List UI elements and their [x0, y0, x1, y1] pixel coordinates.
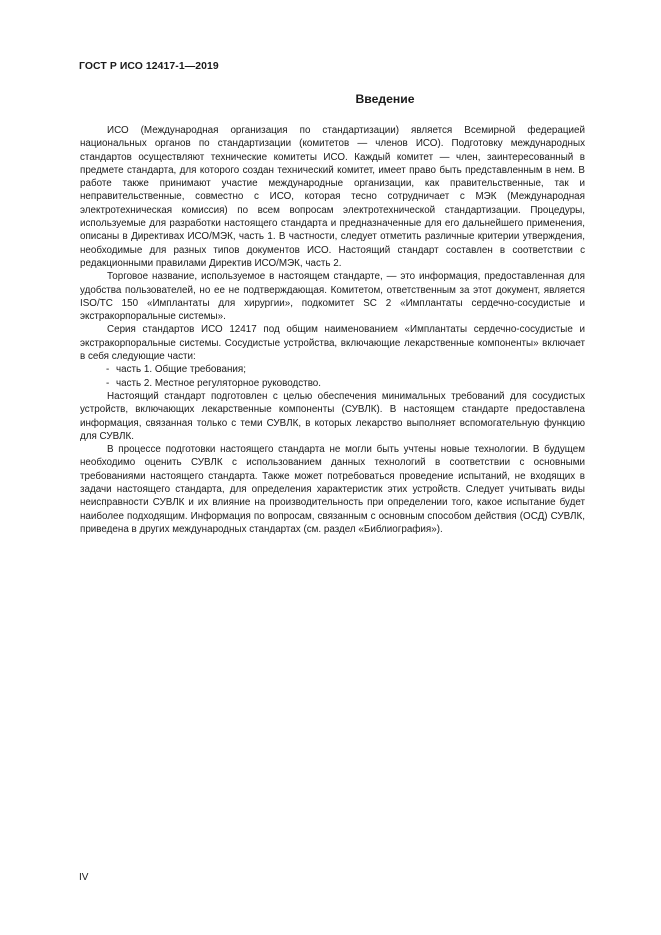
paragraph-trade-name: Торговое название, используемое в настоящем стандарте, — это информация, предоставленная для удобства пользователей, но ее не подтверждающая. Комитетом, ответственным за этот документ, является ISO/TC 150 «Имплантаты для хирургии», подкомитет SC 2 «Имплантаты сердечно-сосудистые и экстракорпоральные системы».	[80, 271, 585, 323]
paragraph-purpose: Настоящий стандарт подготовлен с целью обеспечения минимальных требований для сосудистых устройств, включающих лекарственные компоненты (СУВЛК). В настоящем стандарте предоставлена информация, связанная только с теми СУВЛК, в которых лекарство выполняет вспомогательную функцию для СУВЛК.	[80, 390, 585, 442]
list-item-text: часть 2. Местное регуляторное руководство.	[116, 377, 322, 389]
paragraph-series: Серия стандартов ИСО 12417 под общим наименованием «Имплантаты сердечно-сосудистые и экстракорпоральные системы. Сосудистые устройства, включающие лекарственные компоненты» включает в себя следующие части:	[80, 324, 585, 363]
paragraph-new-technologies: В процессе подготовки настоящего стандарта не могли быть учтены новые технологии. В будущем необходимо оценить СУВЛК с использованием данных технологий в соответствии с основными требованиями настоящего стандарта. Также может потребоваться проведение испытаний, не входящих в задачи настоящего стандарта, для определения характеристик этих устройств. Следует учитывать виды неисправности СУВЛК и их влияние на производительность при определении того, какое испытание будет наиболее подходящим. Информация по вопросам, связанным с основным способом действия (ОСД) СУВЛК, приведена в других международных стандартах (см. раздел «Библиография»).	[80, 444, 585, 535]
list-dash: -	[106, 364, 110, 376]
page-number: IV	[79, 872, 89, 883]
section-title: Введение	[355, 92, 415, 106]
list-item	[80, 363, 585, 376]
list-dash: -	[106, 377, 110, 389]
paragraph-iso-intro: ИСО (Международная организация по стандартизации) является Всемирной федерацией национальных органов по стандартизации (комитетов — членов ИСО). Подготовку международных стандартов осуществляют технические комитеты ИСО. Каждый комитет — член, заинтересованный в предмете стандарта, для которого создан технический комитет, имеет право быть представленным в нем. В работе также принимают участие международные организации, как правительственные, так и неправительственные, совместно с ИСО, которая тесно сотрудничает с МЭК (Международная электротехническая комиссия) по всем вопросам электротехнической стандартизации. Процедуры, используемые для разработки настоящего стандарта и предназначенные для его дальнейшего применения, описаны в Директивах ИСО/МЭК, часть 1. В частности, следует отметить различные критерии утверждения, необходимые для разных типов документов ИСО. Настоящий стандарт составлен в соответствии с редакционными правилами Директив ИСО/МЭК, часть 2.	[80, 125, 585, 269]
list-item-text: часть 1. Общие требования;	[116, 364, 246, 376]
body-text	[80, 124, 585, 536]
document-header-id: ГОСТ Р ИСО 12417-1—2019	[79, 61, 219, 72]
list-item	[80, 377, 585, 390]
